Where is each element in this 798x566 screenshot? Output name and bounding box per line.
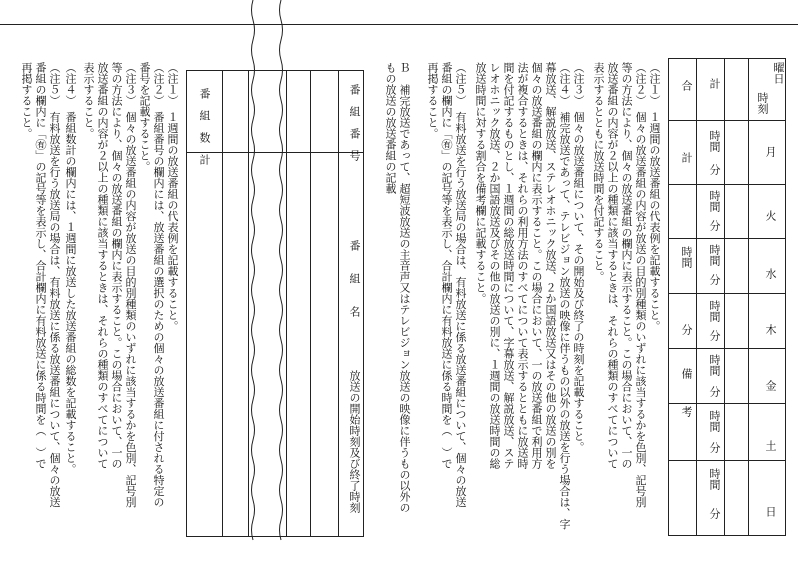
day-header-sat: 土 [764,440,777,451]
sum-label: 合 [680,80,693,91]
table-col-divider [748,58,749,536]
note-a-line: 再掲すること。 [426,62,439,139]
table-row-divider [668,460,786,461]
day-header-wed: 水 [764,268,777,279]
day-header-fri: 金 [764,380,777,391]
subheader-min: 分 [708,164,721,175]
table-row-divider [668,293,786,294]
table-row-divider [668,120,786,121]
schedule-table [668,58,786,536]
table-row-divider [668,238,786,239]
program-col-divider [222,70,223,536]
table-break-wave [248,0,288,566]
sum-time: 時間 [680,246,693,268]
note-a-line: （注１） １週間の放送番組の代表例を記載すること。 [648,62,661,332]
note-a-line: （注２） 個々の放送番組の内容が放送の目的別種類のいずれに該当するかを色別、記号別 [634,62,647,508]
note-a-line: 放送時間に対する割合を備考欄に記載すること。 [474,62,487,304]
program-col-divider [338,70,339,536]
table-row-divider [668,403,786,404]
subheader-min: 分 [708,386,721,397]
note-a-line: （注５） 有料放送を行う放送局の場合は、有料放送に係る放送番組について、個々の放送 [454,62,467,508]
sum-label-2: 計 [680,152,693,163]
section-b-heading-2: もの放送の放送番組の記載 [384,62,397,194]
note-b-line: 等の方法により、個々の放送番組の欄内に表示すること。この場合において、一の [110,62,123,469]
subheader-min: 分 [708,442,721,453]
note-b-line: （注２） 番組番号の欄内には、放送番組の選択のための個々の放送番組に付される特定の [152,62,165,508]
day-header-mon: 月 [764,146,777,157]
subheader-time: 時間 [708,468,721,490]
day-header-sun: 日 [764,506,777,517]
note-a-line: レオホニック放送、２か国語放送及びその他の放送の別に、１週間の放送時間の総 [488,62,501,469]
subheader-min: 分 [708,508,721,519]
note-a-line: 幕放送、解説放送、ステレオホニック放送、２か国語放送又はその他の放送の別を [544,62,557,469]
subheader-time: 時間 [708,244,721,266]
day-header-thu: 木 [764,324,777,335]
subheader-min: 分 [708,274,721,285]
note-a-line: 法が複合するときは、それらの利用方法のすべてについて表示するとともに放送時 [516,62,529,469]
table-col-divider [696,58,697,536]
program-number-header: 番 組 番 号 [348,84,361,161]
note-a-line: （注４） 補完放送であって、テレビジョン放送の映像に伴うもの以外の放送を行う場合は、字 [558,62,571,530]
section-b-heading: Ｂ 補完放送であって、超短波放送の主音声又はテレビジョン放送の映像に伴うもの以外の [398,62,411,513]
total-label: 計 [708,78,721,89]
program-col-divider [310,70,311,536]
note-a-line: 番組の欄内に「㊒」の記号等を表示し、合計欄内に有料放送に係る時間を（ ）で [440,62,453,469]
corner-header-time: 時刻 [756,92,769,114]
remarks-label: 備 [680,368,693,379]
subheader-min: 分 [708,220,721,231]
subheader-time: 時間 [708,130,721,152]
table-row-divider [668,184,786,185]
program-name-header: 番 組 名 [348,240,361,317]
note-b-line: 表示すること。 [82,62,95,139]
table-col-divider [724,58,725,536]
remarks-broadcast-time: 放送の開始時刻及び終了時刻 [348,370,361,513]
subheader-time: 時間 [708,300,721,322]
subheader-min: 分 [708,330,721,341]
note-a-line: 等の方法により、個々の放送番組の欄内に表示すること。この場合において、一の [620,62,633,469]
note-b-line: （注４） 番組数計の欄内には、１週間に放送した放送番組の総数を記載すること。 [64,62,77,475]
note-b-line: （注５） 有料放送を行う放送局の場合は、有料放送に係る放送番組について、個々の放送 [48,62,61,508]
note-a-line: 個々の放送番組の欄内に表示すること。この場合において、一の放送番組で利用方 [530,62,543,469]
program-count-footer: 番 組 数 計 [198,88,211,165]
note-b-line: （注１） １週間の放送番組の代表例を記載すること。 [166,62,179,332]
sum-min: 分 [680,324,693,335]
note-a-line: 放送番組の内容が２以上の種類に該当するときは、それらの種類のすべてについて [606,62,619,469]
note-b-line: 再掲すること。 [20,62,33,139]
note-a-line: （注３） 個々の放送番組について、その開始及び終了の時刻を記載すること。 [572,62,585,453]
table-row-divider [668,348,786,349]
note-a-line: 間を付記するものとし、１週間の総放送時間について、字幕放送、解説放送、ステ [502,62,515,469]
remarks-label-2: 考 [680,406,693,417]
corner-header-day: 曜日 [772,62,785,84]
note-b-line: 放送番組の内容が２以上の種類に該当するときは、それらの種類のすべてについて [96,62,109,469]
subheader-time: 時間 [708,190,721,212]
top-rule [0,24,798,25]
note-b-line: （注３） 個々の放送番組の内容が放送の目的別種類のいずれに該当するかを色別、記号別 [124,62,137,508]
note-a-line: 表示するとともに放送時間を付記すること。 [592,62,605,282]
subheader-time: 時間 [708,410,721,432]
day-header-tue: 火 [764,210,777,221]
note-b-line: 番号を記載すること。 [138,62,151,172]
subheader-time: 時間 [708,354,721,376]
note-b-line: 番組の欄内に「㊒」の記号等を表示し、合計欄内に有料放送に係る時間を（ ）で [34,62,47,469]
